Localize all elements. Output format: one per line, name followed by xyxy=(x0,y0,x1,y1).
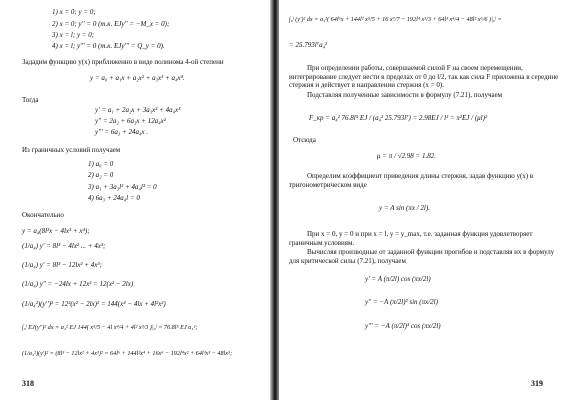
boundary-4: 4) 6a₃ + 24a₄l = 0 xyxy=(88,194,140,202)
derivative-1: y' = a₁ + 2a₂x + 3a₃x² + 4a₄x³ xyxy=(95,106,181,114)
mu-formula: μ = π / √2.98 = 1.82. xyxy=(377,152,437,160)
polynomial: y = a₀ + a₁x + a₂x² + a₃x³ + a₄x⁴. xyxy=(90,74,185,82)
derivative-3: y''' = 6a₃ + 24a₄x . xyxy=(95,128,149,136)
final-eq-7: (1/a₄²)(y')² = (8l³ − 12lx² + 4x³)² = 64l⁶ + 144l²x⁴ + 16x⁶ − 192l⁴x² + 64l³x³ − 48lx⁵; xyxy=(22,350,233,357)
hence-label: Отсюда xyxy=(293,136,316,144)
right-page xyxy=(279,0,570,400)
final-eq-6: ∫₀ˡ EJ(y'')² dx = a₄² EJ 144( x⁵/5 − 4l x⁴/4 + 4l² x³/3 )|₀ˡ = 76.8l⁵ EJ a₄²; xyxy=(22,324,198,331)
condition-4: 4) x = l; y''' = 0 (т.к. EJy''' = Q_y = 0). xyxy=(52,42,165,50)
final-eq-2: (1/a₄) y' = 8l³ − 4lx² ... + 4x³; xyxy=(22,242,106,250)
condition-1: 1) x = 0; y = 0; xyxy=(52,8,96,16)
boundary-3: 3) a₁ + 3a₃l² + 4a₄l³ = 0 xyxy=(88,183,157,191)
f-critical: F_кр = a₄² 76.8l⁵ EJ / (a₄² 25.793l⁷) = 2.98EJ / l² = π²EJ / (μl)² xyxy=(309,114,488,122)
trig-derivative-3: y''' = −A (π/2l)³ cos (πx/2l) xyxy=(365,322,441,330)
paragraph-3: Определим коэффициент приведения длины стержня, задав функцию y(x) в тригонометрическом виде xyxy=(289,172,534,189)
finally-label: Окончательно xyxy=(22,211,64,219)
paragraph-4: При x = 0, y = 0 и при x = l, y = y_max, т.е. заданная функция удовлетворяет граничным условиям. xyxy=(289,230,533,247)
then-label: Тогда xyxy=(22,96,39,104)
final-eq-5: (1/a₄²)(y'')² = 12²(x² − 2lx)² = 144(x⁴ − 4lx + 4l²x²) xyxy=(22,300,166,308)
boundary-1: 1) a₀ = 0 xyxy=(88,160,114,168)
page-number-left: 318 xyxy=(22,379,34,388)
trig-derivative-1: y' = A (π/2l) cos (πx/2l) xyxy=(365,275,431,283)
intro-text: Зададим функцию y(x) приближенно в виде полинома 4-ой степени xyxy=(22,58,224,66)
trig-function: y = A sin (πx / 2l). xyxy=(379,204,430,212)
boundary-intro: Из граничных условий получаем xyxy=(22,146,121,154)
final-eq-4: (1/a₄) y'' = −24lx + 12x² = 12(x² − 2lx) xyxy=(22,280,134,288)
trig-derivative-2: y'' = −A (π/2l)² sin (πx/2l) xyxy=(365,298,438,306)
paragraph-2: Подставляя полученные зависимости в формулу (7.21), получаем xyxy=(307,91,503,99)
page-number-right: 319 xyxy=(531,379,543,388)
final-eq-1: y = a₄(8l³x − 4lx³ + x⁴); xyxy=(22,227,90,235)
condition-2: 2) x = 0; y'' = 0 (т.к. EJy'' = −M_x = 0); xyxy=(52,20,170,28)
derivative-2: y'' = 2a₂ + 6a₃x + 12a₄x² xyxy=(95,117,166,125)
left-page xyxy=(0,0,271,400)
integral-result: = 25.793l⁷a₄² xyxy=(289,41,328,49)
integral-top: ∫₀ˡ (y')² dx = a₄²( 64l⁶x + 144l² x⁵/5 + 16 x⁷/7 − 192l⁴ x³/3 + 64l³ x⁴/4 − 48l² x⁶/6 )|₀ˡ = xyxy=(289,16,502,23)
paragraph-5: Вычисляя производные от заданной функции прогибов и подставляя их в формулу для критической силы (7.21), получаем xyxy=(289,248,555,265)
boundary-2: 2) a₂ = 0 xyxy=(88,171,114,179)
final-eq-3: (1/a₄) y' = 8l³ − 12lx² + 4x³; xyxy=(22,261,102,269)
paragraph-1: При определении работы, совершаемой силой F на своем перемещении, интегрирование следует вести в пределах от 0 до l/2, так как сила F приложена в середине стержня и действует в направлении стержня (x = 0). xyxy=(289,64,559,90)
condition-3: 3) x = l; y = 0; xyxy=(52,31,95,39)
